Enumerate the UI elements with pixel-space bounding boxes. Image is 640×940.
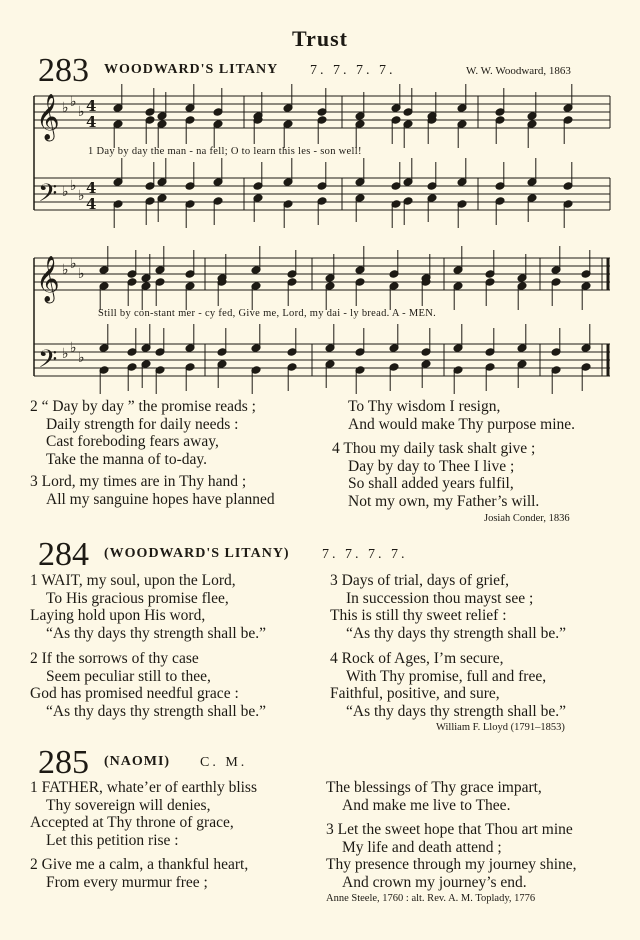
verse-line: 3 Days of trial, days of grief, bbox=[330, 572, 510, 589]
verse-line: Day by day to Thee I live ; bbox=[348, 457, 515, 475]
author-285: Anne Steele, 1760 : alt. Rev. A. M. Toplady, 1776 bbox=[326, 893, 536, 904]
music-lyrics-line-2: Still by con-stant mer - cy fed, Give me, Lord, my dai - ly bread. A - MEN. bbox=[98, 308, 437, 319]
verse-line: “As thy days thy strength shall be.” bbox=[346, 624, 566, 642]
svg-text:♭: ♭ bbox=[62, 184, 69, 200]
verse-285-3 bbox=[326, 821, 577, 891]
verse-line: “As thy days thy strength shall be.” bbox=[46, 624, 266, 642]
verse-line: Accepted at Thy throne of grace, bbox=[30, 814, 234, 831]
verse-line: With Thy promise, full and free, bbox=[346, 667, 547, 685]
verse-line: “As thy days thy strength shall be.” bbox=[46, 702, 266, 720]
verse-line: God has promised needful grace : bbox=[30, 685, 239, 702]
treble-clef-2: 𝄞 bbox=[36, 256, 60, 302]
verse-284-3 bbox=[330, 572, 566, 642]
verse-285-2 bbox=[30, 856, 248, 891]
svg-text:4: 4 bbox=[86, 97, 97, 115]
verse-line: All my sanguine hopes have planned bbox=[46, 490, 275, 508]
verse-283-4 bbox=[332, 440, 539, 510]
verse-line: Daily strength for daily needs : bbox=[46, 415, 239, 433]
verse-284-2 bbox=[30, 650, 266, 720]
composer-283: W. W. Woodward, 1863 bbox=[466, 65, 571, 77]
verse-line: “As thy days thy strength shall be.” bbox=[346, 702, 566, 720]
verse-line: Seem peculiar still to thee, bbox=[46, 667, 211, 685]
svg-text:♭: ♭ bbox=[70, 94, 77, 110]
svg-text:4: 4 bbox=[86, 195, 97, 213]
page-section-title: Trust bbox=[292, 26, 348, 51]
verse-line: 2 If the sorrows of thy case bbox=[30, 650, 199, 667]
verse-285-2-cont bbox=[326, 779, 542, 814]
bass-clef-1: 𝄢 bbox=[38, 179, 58, 214]
svg-text:4: 4 bbox=[86, 179, 97, 197]
verse-line: The blessings of Thy grace impart, bbox=[326, 779, 542, 796]
music-lyrics-line-1: 1 Day by day the man - na fell; O to learn this les - son well! bbox=[88, 146, 362, 157]
meter-284: 7. 7. 7. 7. bbox=[322, 547, 408, 562]
verse-line: Not my own, my Father’s will. bbox=[348, 492, 540, 510]
verse-line: In succession thou mayst see ; bbox=[346, 589, 534, 607]
verse-line: So shall added years fulfil, bbox=[348, 475, 514, 492]
verse-284-4 bbox=[330, 650, 566, 720]
verse-line: 3 Let the sweet hope that Thou art mine bbox=[326, 821, 573, 838]
verse-283-2 bbox=[30, 398, 256, 468]
verse-line: And would make Thy purpose mine. bbox=[348, 415, 576, 433]
verse-line: To Thy wisdom I resign, bbox=[348, 398, 501, 415]
verse-line: From every murmur free ; bbox=[46, 873, 208, 891]
verse-283-3-cont bbox=[332, 398, 575, 433]
tune-name-284: (WOODWARD'S LITANY) bbox=[104, 546, 290, 561]
hymn-number-283: 283 bbox=[38, 52, 89, 89]
verse-line: Take the manna of to-day. bbox=[46, 450, 208, 468]
svg-text:♭: ♭ bbox=[70, 340, 77, 356]
svg-text:♭: ♭ bbox=[70, 256, 77, 272]
meter-283: 7. 7. 7. 7. bbox=[310, 63, 396, 78]
verse-line: 4 Rock of Ages, I’m secure, bbox=[330, 650, 504, 667]
verse-line: My life and death attend ; bbox=[342, 838, 502, 856]
svg-text:♭: ♭ bbox=[70, 178, 77, 194]
author-283: Josiah Conder, 1836 bbox=[484, 513, 570, 524]
verse-line: 1 WAIT, my soul, upon the Lord, bbox=[30, 572, 236, 589]
verse-line: And make me live to Thee. bbox=[342, 796, 511, 814]
meter-285: C. M. bbox=[200, 755, 248, 770]
svg-text:♭: ♭ bbox=[62, 262, 69, 278]
treble-clef-1: 𝄞 bbox=[36, 94, 60, 140]
verse-line: Thy presence through my journey shine, bbox=[326, 856, 577, 873]
tune-name-285: (NAOMI) bbox=[104, 754, 171, 769]
verse-line: 4 Thou my daily task shalt give ; bbox=[332, 440, 536, 457]
author-284: William F. Lloyd (1791–1853) bbox=[436, 722, 565, 733]
svg-text:♭: ♭ bbox=[62, 100, 69, 116]
verse-line: Let this petition rise : bbox=[46, 831, 179, 849]
svg-text:♭: ♭ bbox=[78, 350, 85, 366]
verse-284-1 bbox=[30, 572, 266, 642]
verse-line: 2 Give me a calm, a thankful heart, bbox=[30, 856, 249, 873]
verse-line: 3 Lord, my times are in Thy hand ; bbox=[30, 473, 247, 490]
verse-285-1 bbox=[30, 779, 257, 849]
tune-name-283: WOODWARD'S LITANY bbox=[104, 62, 279, 77]
verse-line: To His gracious promise flee, bbox=[46, 589, 229, 607]
bass-clef-2: 𝄢 bbox=[38, 345, 58, 380]
hymn-number-285: 285 bbox=[38, 744, 89, 781]
music-score-283 bbox=[0, 0, 640, 400]
svg-text:4: 4 bbox=[86, 113, 97, 131]
verse-line: 1 FATHER, whate’er of earthly bliss bbox=[30, 779, 257, 796]
verse-line: Cast foreboding fears away, bbox=[46, 433, 219, 450]
verse-line: This is still thy sweet relief : bbox=[330, 607, 507, 624]
verse-line: 2 “ Day by day ” the promise reads ; bbox=[30, 398, 256, 415]
svg-text:♭: ♭ bbox=[78, 104, 85, 120]
svg-text:♭: ♭ bbox=[78, 188, 85, 204]
hymn-number-284: 284 bbox=[38, 536, 89, 573]
verse-line: And crown my journey’s end. bbox=[342, 873, 527, 891]
verse-283-3 bbox=[30, 473, 275, 508]
svg-text:♭: ♭ bbox=[62, 346, 69, 362]
verse-line: Thy sovereign will denies, bbox=[46, 796, 211, 814]
svg-text:♭: ♭ bbox=[78, 266, 85, 282]
verse-line: Faithful, positive, and sure, bbox=[330, 685, 500, 702]
verse-line: Laying hold upon His word, bbox=[30, 607, 206, 624]
